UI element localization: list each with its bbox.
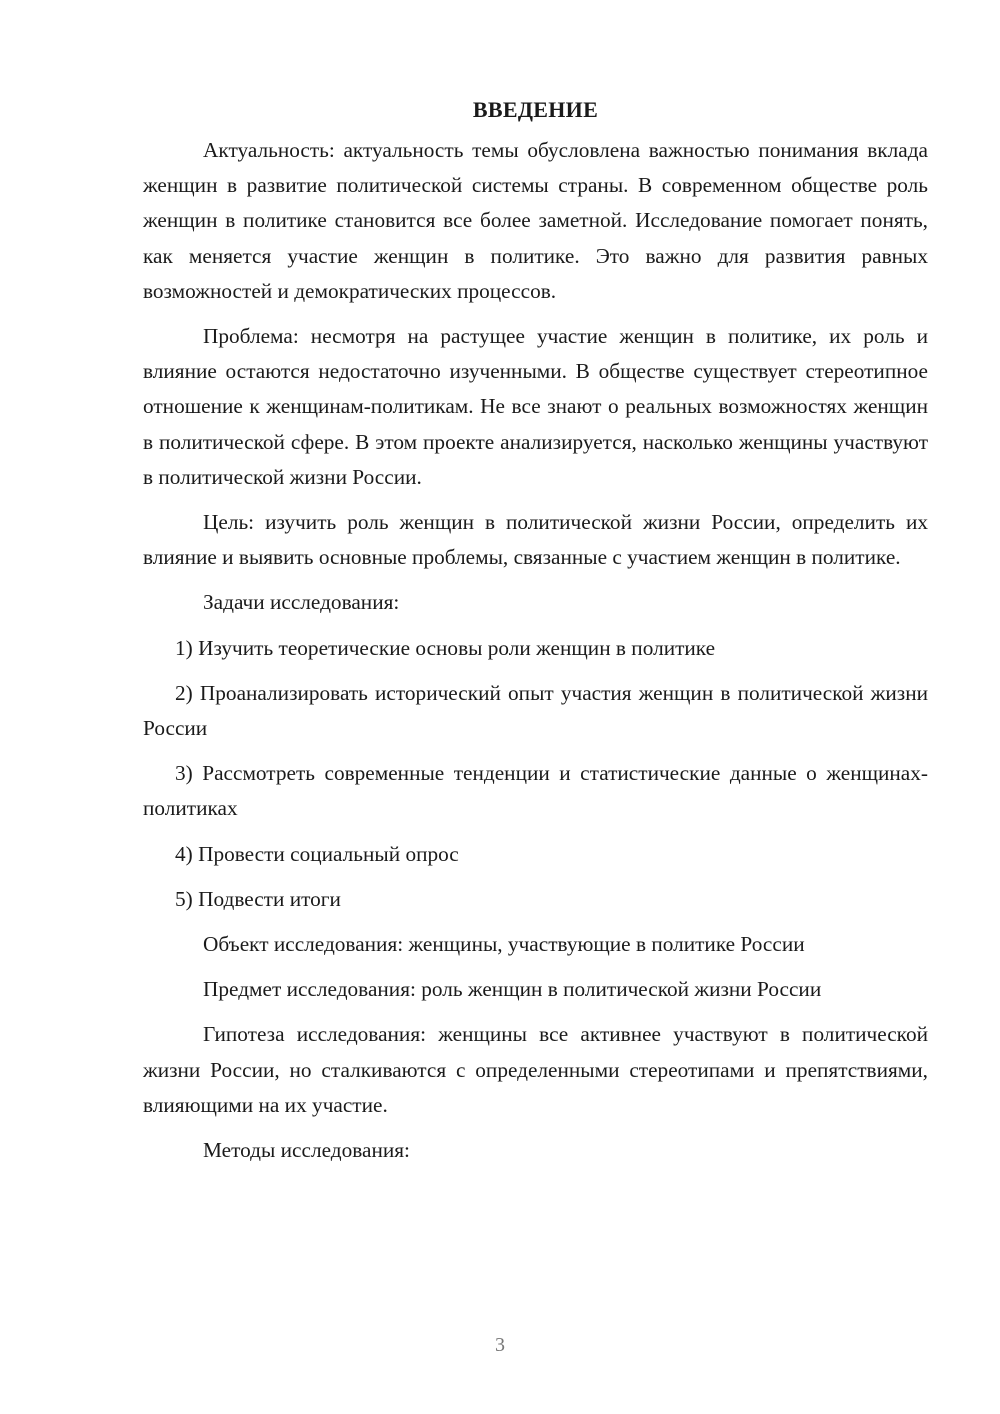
task-item-5: 5) Подвести итоги: [175, 886, 341, 911]
paragraph-hypothesis: Гипотеза исследования: женщины все активнее участвуют в политической жизни России, но сталкиваются с определенными стереотипами и препятствиями, влияющими на их участие.: [143, 1022, 928, 1117]
section-title: ВВЕДЕНИЕ: [472, 97, 599, 122]
paragraph-problem: Проблема: несмотря на растущее участие женщин в политике, их роль и влияние остаются недостаточно изученными. В обществе существует стереотипное отношение к женщинам-политикам. Не все знают о реальных возможностях женщин в политической сфере. В этом проекте анализируется, насколько женщины участвуют в политической жизни России.: [143, 324, 928, 489]
paragraph-object: Объект исследования: женщины, участвующие в политике России: [203, 932, 805, 957]
task-item-3: 3) Рассмотреть современные тенденции и статистические данные о женщинах-политиках: [143, 761, 928, 821]
paragraph-subject: Предмет исследования: роль женщин в политической жизни России: [203, 977, 822, 1002]
paragraph-relevance: Актуальность: актуальность темы обусловлена важностью понимания вклада женщин в развитие политической системы страны. В современном обществе роль женщин в политике становится все более заметной. Исследование помогает понять, как меняется участие женщин в политике. Это важно для развития равных возможностей и демократических процессов.: [143, 138, 928, 303]
task-item-2: 2) Проанализировать исторический опыт участия женщин в политической жизни России: [143, 680, 928, 741]
paragraph-tasks-heading: Задачи исследования:: [203, 590, 400, 615]
paragraph-methods: Методы исследования:: [203, 1138, 410, 1163]
task-item-1: 1) Изучить теоретические основы роли женщин в политике: [175, 635, 716, 660]
page-number: 3: [495, 1334, 505, 1356]
task-item-4: 4) Провести социальный опрос: [175, 841, 459, 866]
document-page: [143, 92, 928, 1178]
paragraph-goal: Цель: изучить роль женщин в политической жизни России, определить их влияние и выявить основные проблемы, связанные с участием женщин в политике.: [143, 510, 928, 570]
